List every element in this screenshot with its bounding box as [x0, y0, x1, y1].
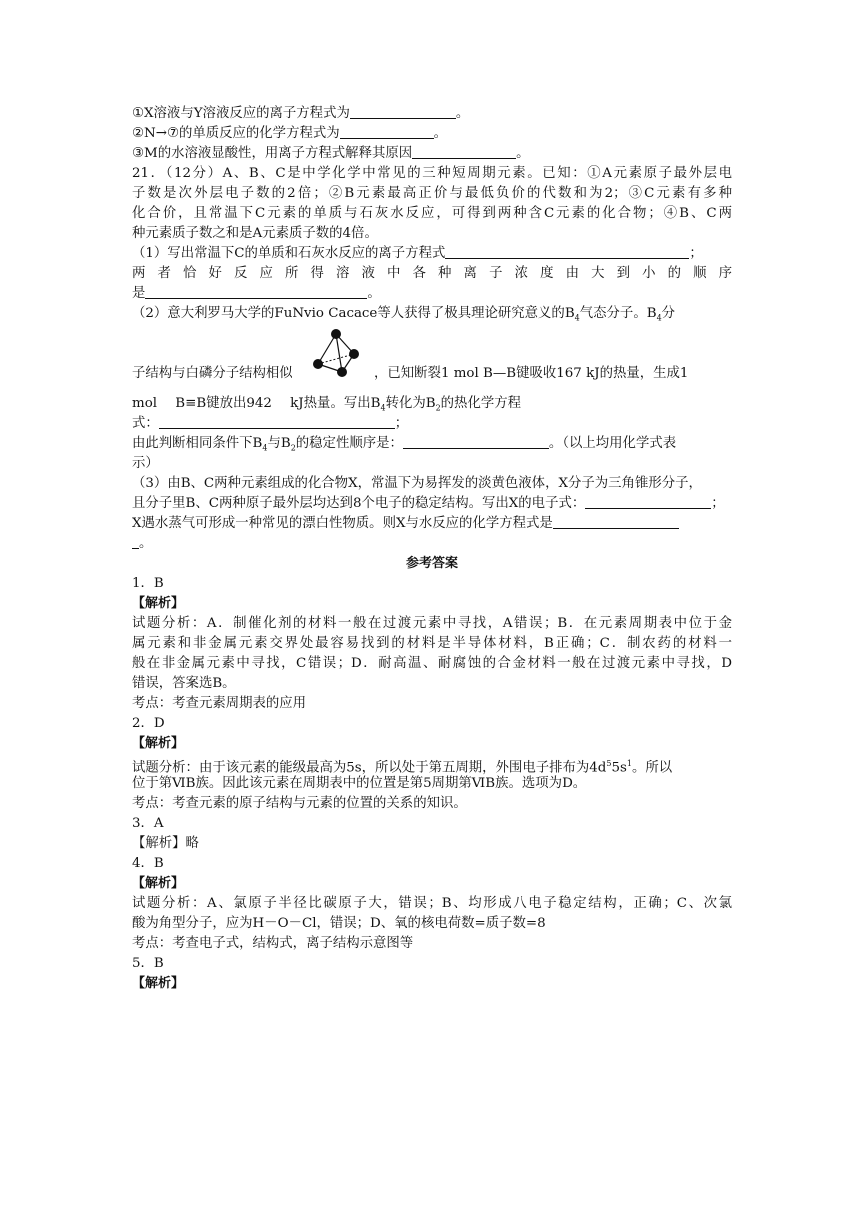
- answer-2-point: 考点：考查元素的原子结构与元素的位置的关系的知识。: [132, 796, 467, 811]
- q21-intro-1: 21．（12分）A、B、C是中学化学中常见的三种短周期元素。已知：①A元素原子最外层电: [132, 166, 732, 181]
- answer-1-text-2: 属元素和非金属元素交界处最容易找到的材料是半导体材料，B正确；C．制农药的材料一: [132, 636, 732, 651]
- answer-4-text-1: 试题分析：A、氯原子半径比碳原子大，错误；B、均形成八电子稳定结构，正确；C、次氯: [132, 896, 732, 911]
- answers-title: 参考答案: [405, 556, 458, 571]
- q20-line-3: ③M的水溶液显酸性，用离子方程式解释其原因 。: [132, 146, 530, 161]
- q21-part2-line-f: 示）: [132, 456, 159, 471]
- q21-part3-line-d: 。: [132, 534, 732, 554]
- q21-part2-line-a: （2）意大利罗马大学的FuNvio Cacace等人获得了极具理论研究意义的$B_4$气态分子。$B_4$分: [132, 306, 676, 323]
- answer-4-point: 考点：考查电子式，结构式，离子结构示意图等: [132, 936, 414, 951]
- q21-part2-molecule-row: 子结构与白磷分子结构相似 ，已知断裂1 mol B—B键吸收167 kJ的热量，生成1: [132, 324, 732, 394]
- answer-blank: [132, 534, 139, 549]
- answer-blank: [145, 284, 367, 299]
- q21-intro-3: 化合价，且常温下C元素的单质与石灰水反应，可得到两种含C元素的化合物；④B、C两: [132, 206, 732, 221]
- q20-line-2: ②N→⑦的单质反应的化学方程式为 。: [132, 126, 448, 141]
- q21-part1-line-c: 是 。: [132, 286, 381, 301]
- answer-4-text-2: 酸为角型分子，应为H－O－Cl，错误；D、氧的核电荷数=质子数=8: [132, 916, 546, 931]
- answer-3-brief: 【解析】略: [132, 836, 199, 851]
- q21-part3-line-a: （3）由B、C两种元素组成的化合物X，常温下为易挥发的淡黄色液体，X分子为三角锥形分子，: [132, 476, 702, 491]
- answer-blank: [445, 244, 689, 259]
- tetrahedral-molecule-diagram: [310, 328, 362, 380]
- answer-4-tag: 【解析】: [132, 876, 185, 891]
- q21-part1-line-a: （1）写出常温下C的单质和石灰水反应的离子方程式 ；: [132, 246, 703, 261]
- answer-5-number: 5．B: [132, 956, 164, 971]
- q21-intro-2: 子数是次外层电子数的2倍；②B元素最高正价与最低负价的代数和为2；③C元素有多种: [132, 186, 732, 201]
- q21-part1-line-b: 两者恰好反应所得溶液中各种离子浓度由大到小的顺序: [132, 266, 732, 281]
- answer-blank: [340, 124, 434, 139]
- answer-4-number: 4．B: [132, 856, 164, 871]
- q21-part2-line-e: 由此判断相同条件下$B_4$与$B_2$的稳定性顺序是： 。（以上均用化学式表: [132, 436, 677, 453]
- answer-3-text: [132, 834, 732, 854]
- q21-part2-line-d: 式： ；: [132, 416, 409, 431]
- answer-2-text-1: 试题分析：由于该元素的能级最高为5s，所以处于第五周期，外围电子排布为$4d^55s^1$。所以: [132, 759, 673, 776]
- answer-blank: [412, 144, 516, 159]
- answer-5-tag: 【解析】: [132, 976, 185, 991]
- answer-blank: [585, 494, 711, 509]
- answer-blank: [350, 104, 456, 119]
- answer-1-tag: 【解析】: [132, 596, 185, 611]
- q21-part2-line-c: mol B≡B键放出942 kJ热量。写出$B_4$转化为$B_2$的热化学方程: [132, 396, 522, 413]
- answer-2-text-2: 位于第ⅥB族。因此该元素在周期表中的位置是第5周期第ⅥB族。选项为D。: [132, 776, 587, 791]
- q21-intro-4: 种元素质子数之和是A元素质子数的4倍。: [132, 226, 378, 241]
- answer-1-point: 考点：考查元素周期表的应用: [132, 696, 307, 711]
- answer-2-number: 2．D: [132, 716, 165, 731]
- answer-blank: [159, 414, 395, 429]
- answer-blank: [403, 434, 549, 449]
- answer-1-text-3: 般在非金属元素中寻找，C错误；D．耐高温、耐腐蚀的合金材料一般在过渡元素中寻找，D: [132, 656, 732, 671]
- answer-1-number: 1．B: [132, 576, 164, 591]
- q21-part3-line-b: 且分子里B、C两种原子最外层均达到8个电子的稳定结构。写出X的电子式： ；: [132, 496, 725, 511]
- answer-1-text-1: 试题分析：A．制催化剂的材料一般在过渡元素中寻找，A错误；B．在元素周期表中位于金: [132, 616, 732, 631]
- answer-blank: [553, 514, 679, 529]
- answer-3-number: 3．A: [132, 816, 164, 831]
- answer-1-text-4: 错误，答案选B。: [132, 676, 236, 691]
- q21-part3-line-c: X遇水蒸气可形成一种常见的漂白性物质。则X与水反应的化学方程式是: [132, 514, 732, 534]
- q20-line-1: ①X溶液与Y溶液反应的离子方程式为 。: [132, 106, 470, 121]
- answer-2-tag: 【解析】: [132, 736, 185, 751]
- document-page: [132, 104, 732, 994]
